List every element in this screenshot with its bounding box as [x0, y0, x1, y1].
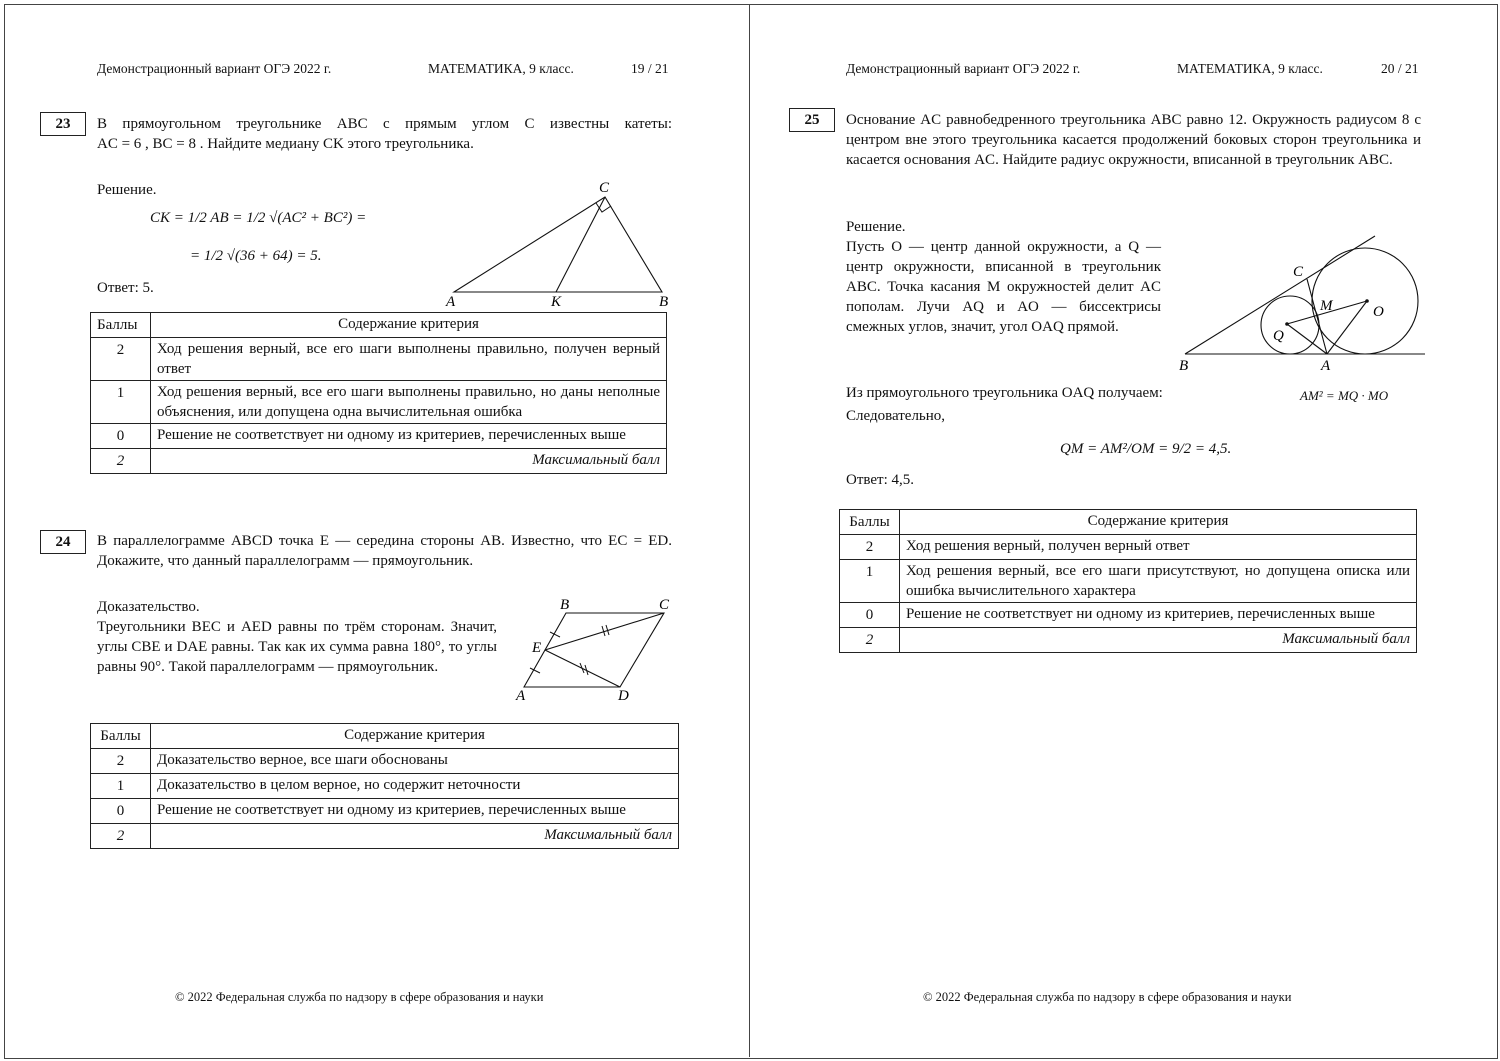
label-o: O: [1373, 304, 1384, 320]
row-score: 1: [91, 774, 151, 799]
max-label: Максимальный балл: [900, 628, 1417, 653]
point-q: [1285, 322, 1289, 326]
label-e: E: [532, 640, 542, 656]
task-25-consequently: Следовательно,: [846, 408, 946, 424]
table-row: [840, 535, 1417, 560]
right-footer: © 2022 Федеральная служба по надзору в сфере образования и науки: [923, 990, 1292, 1004]
max-score: 2: [840, 628, 900, 653]
row-text: Ход решения верный, все его шаги выполнены правильно, но даны неполные объяснения, или допущена одна вычислительная ошибка: [151, 381, 667, 424]
table-row: [91, 774, 679, 799]
task-24-number: 24: [40, 530, 86, 554]
header-score: Баллы: [91, 313, 151, 338]
row-text: Решение не соответствует ни одному из критериев, перечисленных выше: [900, 603, 1417, 628]
task-25-oaq-line: [846, 383, 1421, 403]
median-ck: [556, 197, 605, 292]
task-23-statement-line1: В прямоугольном треугольнике ABC с прямым углом C известны катеты:: [97, 116, 672, 132]
row-score: 0: [91, 799, 151, 824]
row-text: Решение не соответствует ни одному из критериев, перечисленных выше: [151, 799, 679, 824]
task-23-statement-line2: AC = 6 , BC = 8 . Найдите медиану CK этого треугольника.: [97, 136, 474, 152]
table-header-row: [91, 313, 667, 338]
task-24-proof-label: Доказательство.: [97, 599, 200, 615]
max-label: Максимальный балл: [151, 449, 667, 474]
triangle-abc: [454, 197, 662, 292]
task-24-proof-text: Треугольники BEC и AED равны по трём сторонам. Значит, углы CBE и DAE равны. Так как их сумма равна 180°, то углы равны 90°. Такой параллелограмм — прямоугольник.: [97, 619, 497, 675]
left-header-subject: МАТЕМАТИКА, 9 класс.: [428, 61, 574, 76]
task-25-solution-text: Пусть O — центр данной окружности, а Q — центр окружности, вписанной в треугольник ABC. Точка касания M окружностей делит AC пополам. Лучи AQ и AO — биссектрисы смежных углов, значит, угол OAQ прямой.: [846, 239, 1161, 335]
header-score: Баллы: [840, 510, 900, 535]
row-text: Доказательство верное, все шаги обоснованы: [151, 749, 679, 774]
row-score: 0: [840, 603, 900, 628]
tick-ab-lower: [530, 668, 540, 673]
right-header-subject: МАТЕМАТИКА, 9 класс.: [1177, 61, 1323, 76]
task-24-figure: [510, 595, 680, 705]
label-m: M: [1320, 298, 1333, 314]
task-23-answer: Ответ: 5.: [97, 280, 154, 296]
table-row: [91, 799, 679, 824]
table-row: [91, 749, 679, 774]
label-a: A: [516, 688, 526, 704]
side-ca: [1307, 279, 1327, 354]
table-row: [840, 603, 1417, 628]
table-header-row: [840, 510, 1417, 535]
task-25-criteria-table: [839, 509, 1417, 653]
label-k: K: [551, 294, 562, 310]
row-score: 2: [91, 749, 151, 774]
label-a: A: [446, 294, 456, 310]
task-25-figure: [1175, 232, 1435, 377]
segment-oa: [1327, 301, 1367, 354]
table-header-row: [91, 724, 679, 749]
label-d: D: [618, 688, 629, 704]
label-q: Q: [1273, 328, 1284, 344]
max-score: 2: [91, 449, 151, 474]
max-score: 2: [91, 824, 151, 849]
label-b: B: [560, 597, 570, 613]
row-text: Ход решения верный, получен верный ответ: [900, 535, 1417, 560]
task-25-answer: Ответ: 4,5.: [846, 472, 915, 488]
point-o: [1365, 299, 1369, 303]
right-header-title: Демонстрационный вариант ОГЭ 2022 г.: [846, 61, 1081, 76]
row-score: 2: [91, 338, 151, 381]
task-23-criteria-table: [90, 312, 667, 474]
left-footer: © 2022 Федеральная служба по надзору в сфере образования и науки: [175, 990, 544, 1004]
task-25-number: 25: [789, 108, 835, 132]
left-header-page: 19 / 21: [631, 61, 669, 76]
table-max-row: [91, 824, 679, 849]
label-c: C: [599, 180, 610, 196]
table-max-row: [840, 628, 1417, 653]
task-23-formula-line2: = 1/2 √(36 + 64) = 5.: [190, 248, 322, 264]
segment-qa: [1287, 324, 1327, 354]
task-23-statement: [97, 114, 672, 154]
label-c: C: [659, 597, 670, 613]
task-23-solution-label: Решение.: [97, 182, 157, 198]
max-label: Максимальный балл: [151, 824, 679, 849]
label-b: B: [659, 294, 669, 310]
table-row: [91, 424, 667, 449]
table-row: [840, 560, 1417, 603]
oaq-formula: AM² = MQ · MO: [1300, 388, 1389, 403]
task-24-criteria-table: [90, 723, 679, 849]
row-text: Ход решения верный, все его шаги присутствуют, но допущена описка или ошибка вычислительного характера: [900, 560, 1417, 603]
row-score: 0: [91, 424, 151, 449]
table-row: [91, 338, 667, 381]
task-25-solution-label: Решение.: [846, 219, 906, 235]
table-max-row: [91, 449, 667, 474]
row-score: 1: [91, 381, 151, 424]
left-header-title: Демонстрационный вариант ОГЭ 2022 г.: [97, 61, 332, 76]
label-c: C: [1293, 264, 1304, 280]
table-row: [91, 381, 667, 424]
page-divider: [749, 4, 750, 1057]
row-text: Ход решения верный, все его шаги выполнены правильно, получен верный ответ: [151, 338, 667, 381]
row-text: Доказательство в целом верное, но содержит неточности: [151, 774, 679, 799]
task-23-figure: [440, 175, 680, 315]
label-a: A: [1321, 358, 1331, 374]
header-score: Баллы: [91, 724, 151, 749]
row-text: Решение не соответствует ни одному из критериев, перечисленных выше: [151, 424, 667, 449]
oaq-text: Из прямоугольного треугольника OAQ получаем:: [846, 385, 1163, 401]
task-25-statement: Основание AC равнобедренного треугольника ABC равно 12. Окружность радиусом 8 с центром вне этого треугольника касается продолжений боковых сторон треугольника и касается основания AC. Найдите радиус окружности, вписанной в треугольник ABC.: [846, 112, 1421, 168]
row-score: 1: [840, 560, 900, 603]
task-23-number: 23: [40, 112, 86, 136]
task-23-formula-line1: CK = 1/2 AB = 1/2 √(AC² + BC²) =: [150, 210, 367, 226]
label-b: B: [1179, 358, 1189, 374]
row-score: 2: [840, 535, 900, 560]
task-24-statement: В параллелограмме ABCD точка E — середина стороны AB. Известно, что EC = ED. Докажите, что данный параллелограмм — прямоугольник.: [97, 533, 672, 569]
header-content: Содержание критерия: [900, 510, 1417, 535]
header-content: Содержание критерия: [151, 313, 667, 338]
right-header-page: 20 / 21: [1381, 61, 1419, 76]
incircle: [1261, 296, 1319, 354]
task-25-formula-qm: QM = AM²/OM = 9/2 = 4,5.: [1060, 441, 1232, 457]
header-content: Содержание критерия: [151, 724, 679, 749]
